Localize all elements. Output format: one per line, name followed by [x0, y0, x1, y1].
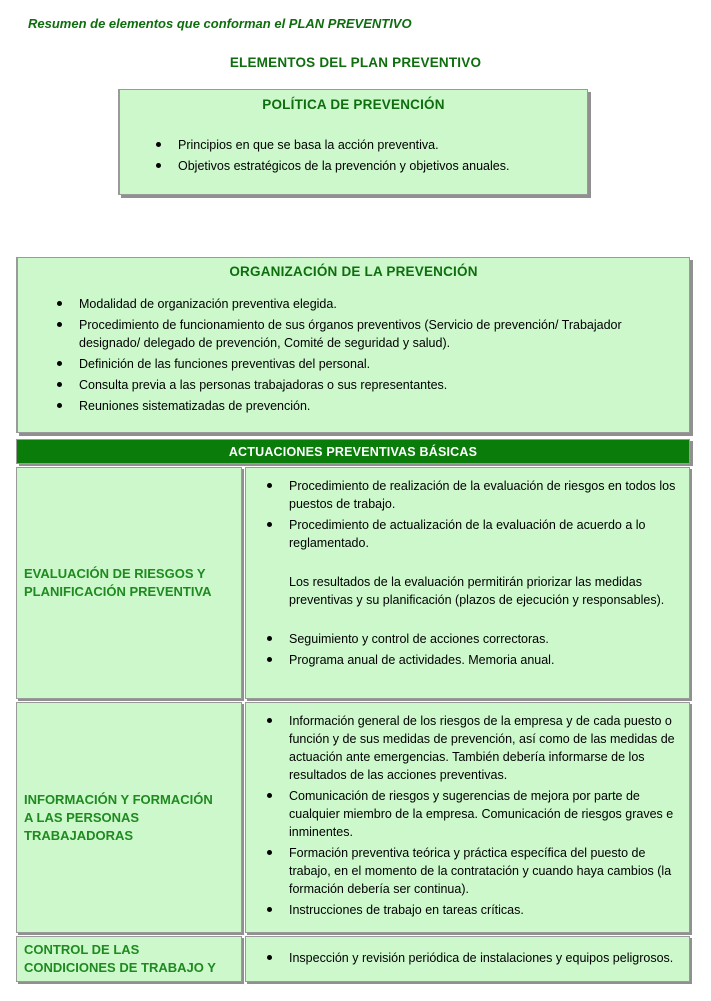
organizacion-box-title: ORGANIZACIÓN DE LA PREVENCIÓN — [229, 264, 478, 279]
list-item — [267, 516, 679, 552]
table-row-control — [16, 936, 690, 982]
list-item-text: Inspección y revisión periódica de instalaciones y equipos peligrosos. — [289, 950, 674, 965]
list-item — [57, 376, 677, 394]
list-item — [267, 630, 679, 648]
row-header-evaluacion: EVALUACIÓN DE RIESGOS Y PLANIFICACIÓN PREVENTIVA — [16, 467, 242, 699]
list-item-text: Modalidad de organización preventiva elegida. — [79, 297, 337, 311]
list-item-text: Información general de los riesgos de la empresa y de cada puesto o función y de sus medidas de prevención, así como de las medidas de actuación ante emergencias. También debería informarse de los resultados de las acciones preventivas. — [289, 714, 675, 782]
organizacion-box — [16, 257, 690, 433]
doc-title: Resumen de elementos que conforman el PLAN PREVENTIVO — [28, 16, 412, 31]
actuaciones-header-label: ACTUACIONES PREVENTIVAS BÁSICAS — [228, 444, 478, 459]
list-item-text: Los resultados de la evaluación permitirán priorizar las medidas preventivas y su planificación (plazos de ejecución y responsables). — [289, 575, 665, 607]
row-body-informacion — [245, 702, 690, 933]
politica-list — [130, 136, 577, 175]
table-row-informacion — [16, 702, 690, 933]
list-item — [57, 397, 677, 415]
list-item-text: Procedimiento de realización de la evaluación de riesgos en todos los puestos de trabajo. — [289, 479, 676, 511]
list-item — [57, 355, 677, 373]
list-item — [267, 787, 679, 841]
table-row-evaluacion — [16, 467, 690, 699]
list-item-text: Procedimiento de funcionamiento de sus órganos preventivos (Servicio de prevención/ Trabajador designado/ delegado de prevención, Comité de seguridad y salud). — [79, 318, 622, 350]
politica-box-title: POLÍTICA DE PREVENCIÓN — [262, 97, 445, 112]
row-header-informacion: INFORMACIÓN Y FORMACIÓN A LAS PERSONAS TRABAJADORAS — [16, 702, 242, 933]
list-item — [57, 295, 677, 313]
actuaciones-header-bar — [16, 439, 690, 464]
list-item-text: Seguimiento y control de acciones correctoras. — [289, 632, 549, 646]
list-gap — [267, 612, 679, 630]
list-item-text: Definición de las funciones preventivas del personal. — [79, 357, 371, 371]
doc-heading: ELEMENTOS DEL PLAN PREVENTIVO — [229, 55, 482, 70]
list-item-text: Instrucciones de trabajo en tareas críticas. — [289, 903, 524, 917]
row-body-control — [245, 936, 690, 982]
list-item — [156, 157, 577, 175]
organizacion-list — [30, 295, 677, 415]
list-gap — [267, 555, 679, 573]
control-list — [267, 949, 679, 970]
list-item — [57, 316, 677, 352]
evaluacion-list — [267, 477, 679, 669]
document-page — [0, 16, 711, 1001]
paragraph — [267, 573, 679, 609]
list-item-text: Consulta previa a las personas trabajadoras o sus representantes. — [79, 378, 448, 392]
list-item-text: Principios en que se basa la acción preventiva. — [178, 138, 439, 152]
list-item-text: Objetivos estratégicos de la prevención y objetivos anuales. — [178, 159, 510, 173]
row-header-control: CONTROL DE LAS CONDICIONES DE TRABAJO Y — [16, 936, 242, 982]
plan-table — [16, 257, 690, 982]
list-item — [267, 844, 679, 898]
row-body-evaluacion — [245, 467, 690, 699]
list-item-text: Programa anual de actividades. Memoria anual. — [289, 653, 555, 667]
list-item — [267, 901, 679, 919]
list-item — [156, 136, 577, 154]
list-item-text: Procedimiento de actualización de la evaluación de acuerdo a lo reglamentado. — [289, 518, 646, 550]
list-item — [267, 477, 679, 513]
list-item — [267, 651, 679, 669]
list-item — [267, 712, 679, 784]
list-item — [267, 949, 679, 967]
list-item-text: Reuniones sistematizadas de prevención. — [79, 399, 311, 413]
list-item-text: Comunicación de riesgos y sugerencias de mejora por parte de cualquier miembro de la empresa. Comunicación de riesgos graves e inminentes. — [289, 789, 674, 839]
politica-box — [118, 89, 588, 195]
informacion-list — [267, 712, 679, 919]
list-item-text: Formación preventiva teórica y práctica específica del puesto de trabajo, en el momento de la contratación y cuando haya cambios (la formación debería ser continua). — [289, 846, 672, 896]
